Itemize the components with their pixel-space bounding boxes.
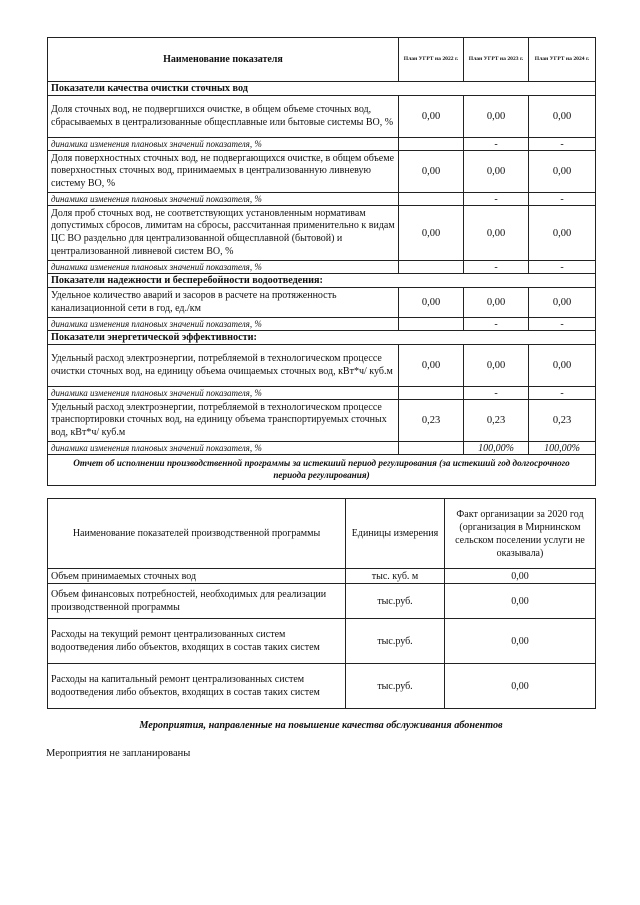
report-header-fact: Факт организации за 2020 год (организация в Мирнинском сельском поселении услуги не оказывала) [445,499,596,569]
header-plan-2024: План УГРТ на 2024 г. [529,38,596,82]
report-row-unit: тыс.руб. [346,584,445,619]
dynamics-label: динамика изменения плановых значений показателя, % [48,193,399,206]
report-row-unit: тыс.руб. [346,619,445,664]
section-row [48,274,596,288]
report-title: Отчет об исполнении производственной программы за истекший период регулирования (за истекший год долгосрочного периода регулирования) [48,455,596,486]
dynamics-label: динамика изменения плановых значений показателя, % [48,442,399,455]
value-2022: 0,00 [399,345,464,387]
dynamics-2022 [399,193,464,206]
value-2022: 0,00 [399,206,464,261]
value-2023: 0,00 [464,151,529,193]
report-header-row [48,499,596,569]
dynamics-2023: - [464,318,529,331]
table-row [48,569,596,584]
dynamics-2024: 100,00% [529,442,596,455]
dynamics-2024: - [529,387,596,400]
dynamics-row [48,193,596,206]
header-indicator-name: Наименование показателя [48,38,399,82]
table-row [48,400,596,442]
report-table [47,498,596,709]
value-2023: 0,00 [464,206,529,261]
section-quality-title: Показатели качества очистки сточных вод [48,82,596,96]
dynamics-label: динамика изменения плановых значений показателя, % [48,387,399,400]
report-header-unit: Единицы измерения [346,499,445,569]
dynamics-2023: - [464,261,529,274]
dynamics-label: динамика изменения плановых значений показателя, % [48,261,399,274]
measures-heading: Мероприятия, направленные на повышение качества обслуживания абонентов [139,720,503,731]
table-row [48,584,596,619]
value-2022: 0,00 [399,151,464,193]
table-row [48,151,596,193]
value-2024: 0,23 [529,400,596,442]
value-2024: 0,00 [529,288,596,318]
table-row [48,345,596,387]
dynamics-2023: - [464,138,529,151]
dynamics-2022 [399,138,464,151]
report-row-name: Расходы на капитальный ремонт централизованных систем водоотведения либо объектов, входящих в состав таких систем [48,664,346,709]
table-row [48,664,596,709]
report-row-unit: тыс.руб. [346,664,445,709]
dynamics-row [48,318,596,331]
report-title-row [48,455,596,486]
report-row-name: Объем принимаемых сточных вод [48,569,346,584]
table-row [48,206,596,261]
value-2023: 0,00 [464,288,529,318]
value-2022: 0,00 [399,288,464,318]
dynamics-2024: - [529,138,596,151]
dynamics-2022 [399,442,464,455]
dynamics-2022 [399,387,464,400]
value-2023: 0,23 [464,400,529,442]
value-2023: 0,00 [464,345,529,387]
report-row-name: Расходы на текущий ремонт централизованных систем водоотведения либо объектов, входящих в состав таких систем [48,619,346,664]
dynamics-row [48,138,596,151]
dynamics-row [48,261,596,274]
value-2024: 0,00 [529,345,596,387]
indicator-name: Доля проб сточных вод, не соответствующих установленным нормативам допустимых сбросов, лимитам на сбросы, рассчитанная применительно к видам ЦС ВО раздельно для централизованной общесплавной (бытовой) и централизованной ливневой систем ВО, % [48,206,399,261]
dynamics-2022 [399,318,464,331]
dynamics-label: динамика изменения плановых значений показателя, % [48,318,399,331]
dynamics-2023: - [464,193,529,206]
dynamics-2024: - [529,261,596,274]
report-row-fact: 0,00 [445,664,596,709]
indicator-name: Доля сточных вод, не подвергшихся очистке, в общем объеме сточных вод, сбрасываемых в централизованные общесплавные или бытовые системы ВО, % [48,96,399,138]
indicator-name: Удельное количество аварий и засоров в расчете на протяженность канализационной сети в год, ед./км [48,288,399,318]
dynamics-2024: - [529,318,596,331]
report-row-name: Объем финансовых потребностей, необходимых для реализации производственной программы [48,584,346,619]
measures-text: Мероприятия не запланированы [46,748,191,759]
section-reliability-title: Показатели надежности и бесперебойности водоотведения: [48,274,596,288]
indicator-name: Доля поверхностных сточных вод, не подвергающихся очистке, в общем объеме поверхностных сточных вод, принимаемых в централизованную ливневую систему ВО, % [48,151,399,193]
value-2024: 0,00 [529,206,596,261]
dynamics-2023: 100,00% [464,442,529,455]
value-2022: 0,23 [399,400,464,442]
table-row [48,96,596,138]
header-plan-2022: План УГРТ на 2022 г. [399,38,464,82]
section-row [48,82,596,96]
dynamics-2022 [399,261,464,274]
header-plan-2023: План УГРТ на 2023 г. [464,38,529,82]
plan-indicators-table [47,37,596,486]
report-row-fact: 0,00 [445,569,596,584]
report-row-fact: 0,00 [445,619,596,664]
value-2024: 0,00 [529,96,596,138]
report-header-name: Наименование показателей производственной программы [48,499,346,569]
dynamics-label: динамика изменения плановых значений показателя, % [48,138,399,151]
report-row-unit: тыс. куб. м [346,569,445,584]
section-energy-title: Показатели энергетической эффективности: [48,331,596,345]
table-row [48,288,596,318]
table-header-row [48,38,596,82]
dynamics-row [48,442,596,455]
indicator-name: Удельный расход электроэнергии, потребляемой в технологическом процессе очистки сточных вод, на единицу объема очищаемых сточных вод, кВт*ч/ куб.м [48,345,399,387]
value-2023: 0,00 [464,96,529,138]
dynamics-row [48,387,596,400]
dynamics-2024: - [529,193,596,206]
value-2022: 0,00 [399,96,464,138]
section-row [48,331,596,345]
table-row [48,619,596,664]
value-2024: 0,00 [529,151,596,193]
report-row-fact: 0,00 [445,584,596,619]
dynamics-2023: - [464,387,529,400]
indicator-name: Удельный расход электроэнергии, потребляемой в технологическом процессе транспортировки сточных вод, на единицу объема транспортируемых сточных вод, кВт*ч/ куб.м [48,400,399,442]
